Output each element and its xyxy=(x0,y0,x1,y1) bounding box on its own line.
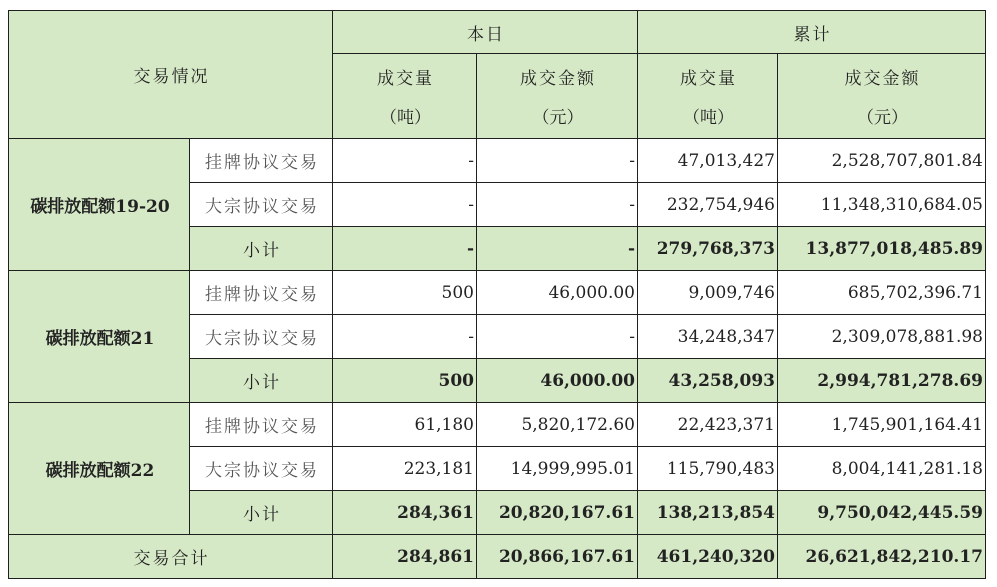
today-amount: 20,820,167.61 xyxy=(477,491,638,535)
today-volume: 223,181 xyxy=(333,447,477,491)
cum-amount: 2,994,781,278.69 xyxy=(778,359,986,403)
group-name: 碳排放配额22 xyxy=(9,403,190,535)
header-unit: （元） xyxy=(532,108,584,128)
cum-volume: 115,790,483 xyxy=(638,447,778,491)
cum-amount-header xyxy=(778,54,986,139)
table-row xyxy=(9,139,986,183)
today-amount: 20,866,167.61 xyxy=(477,535,638,579)
cum-volume: 22,423,371 xyxy=(638,403,778,447)
today-amount: 5,820,172.60 xyxy=(477,403,638,447)
today-amount: 46,000.00 xyxy=(477,359,638,403)
cum-amount: 11,348,310,684.05 xyxy=(778,183,986,227)
today-amount-header xyxy=(477,54,638,139)
today-volume: 284,361 xyxy=(333,491,477,535)
cum-volume: 461,240,320 xyxy=(638,535,778,579)
today-amount: - xyxy=(477,227,638,271)
trading-summary-table xyxy=(8,10,986,579)
today-volume: 500 xyxy=(333,359,477,403)
cum-amount: 26,621,842,210.17 xyxy=(778,535,986,579)
today-amount: - xyxy=(477,139,638,183)
today-amount: - xyxy=(477,315,638,359)
today-amount: 14,999,995.01 xyxy=(477,447,638,491)
cum-volume: 47,013,427 xyxy=(638,139,778,183)
table-row xyxy=(9,271,986,315)
cumulative-header: 累计 xyxy=(638,11,986,54)
row-header-cell: 交易情况 xyxy=(9,11,333,139)
cum-amount: 8,004,141,281.18 xyxy=(778,447,986,491)
total-label: 交易合计 xyxy=(9,535,333,579)
table-row xyxy=(9,403,986,447)
today-volume-header xyxy=(333,54,477,139)
today-header: 本日 xyxy=(333,11,638,54)
cum-volume: 279,768,373 xyxy=(638,227,778,271)
cum-volume: 9,009,746 xyxy=(638,271,778,315)
today-volume: - xyxy=(333,139,477,183)
subtotal-label: 小计 xyxy=(190,359,333,403)
trade-type: 大宗协议交易 xyxy=(190,447,333,491)
today-volume: 61,180 xyxy=(333,403,477,447)
trade-type: 挂牌协议交易 xyxy=(190,271,333,315)
cum-amount: 9,750,042,445.59 xyxy=(778,491,986,535)
cum-volume: 34,248,347 xyxy=(638,315,778,359)
cum-amount: 13,877,018,485.89 xyxy=(778,227,986,271)
today-volume: 284,861 xyxy=(333,535,477,579)
trade-type: 大宗协议交易 xyxy=(190,315,333,359)
cum-volume: 43,258,093 xyxy=(638,359,778,403)
today-volume: 500 xyxy=(333,271,477,315)
today-volume: - xyxy=(333,183,477,227)
cum-amount: 2,309,078,881.98 xyxy=(778,315,986,359)
header-label: 成交金额 xyxy=(844,69,921,89)
header-label: 成交金额 xyxy=(520,69,596,89)
trade-type: 挂牌协议交易 xyxy=(190,139,333,183)
group-name: 碳排放配额21 xyxy=(9,271,190,403)
cum-amount: 1,745,901,164.41 xyxy=(778,403,986,447)
cum-amount: 685,702,396.71 xyxy=(778,271,986,315)
trade-type: 大宗协议交易 xyxy=(190,183,333,227)
header-label: 成交量 xyxy=(377,69,434,89)
trade-type: 挂牌协议交易 xyxy=(190,403,333,447)
cum-volume: 138,213,854 xyxy=(638,491,778,535)
header-unit: （元） xyxy=(857,108,908,128)
today-volume: - xyxy=(333,227,477,271)
header-unit: （吨） xyxy=(380,108,431,128)
subtotal-label: 小计 xyxy=(190,491,333,535)
trading-summary-container xyxy=(8,10,986,579)
today-amount: 46,000.00 xyxy=(477,271,638,315)
today-amount: - xyxy=(477,183,638,227)
subtotal-label: 小计 xyxy=(190,227,333,271)
cum-amount: 2,528,707,801.84 xyxy=(778,139,986,183)
header-unit: （吨） xyxy=(683,108,734,128)
header-label: 成交量 xyxy=(680,69,737,89)
cum-volume-header xyxy=(638,54,778,139)
today-volume: - xyxy=(333,315,477,359)
group-name: 碳排放配额19-20 xyxy=(9,139,190,271)
total-row xyxy=(9,535,986,579)
cum-volume: 232,754,946 xyxy=(638,183,778,227)
